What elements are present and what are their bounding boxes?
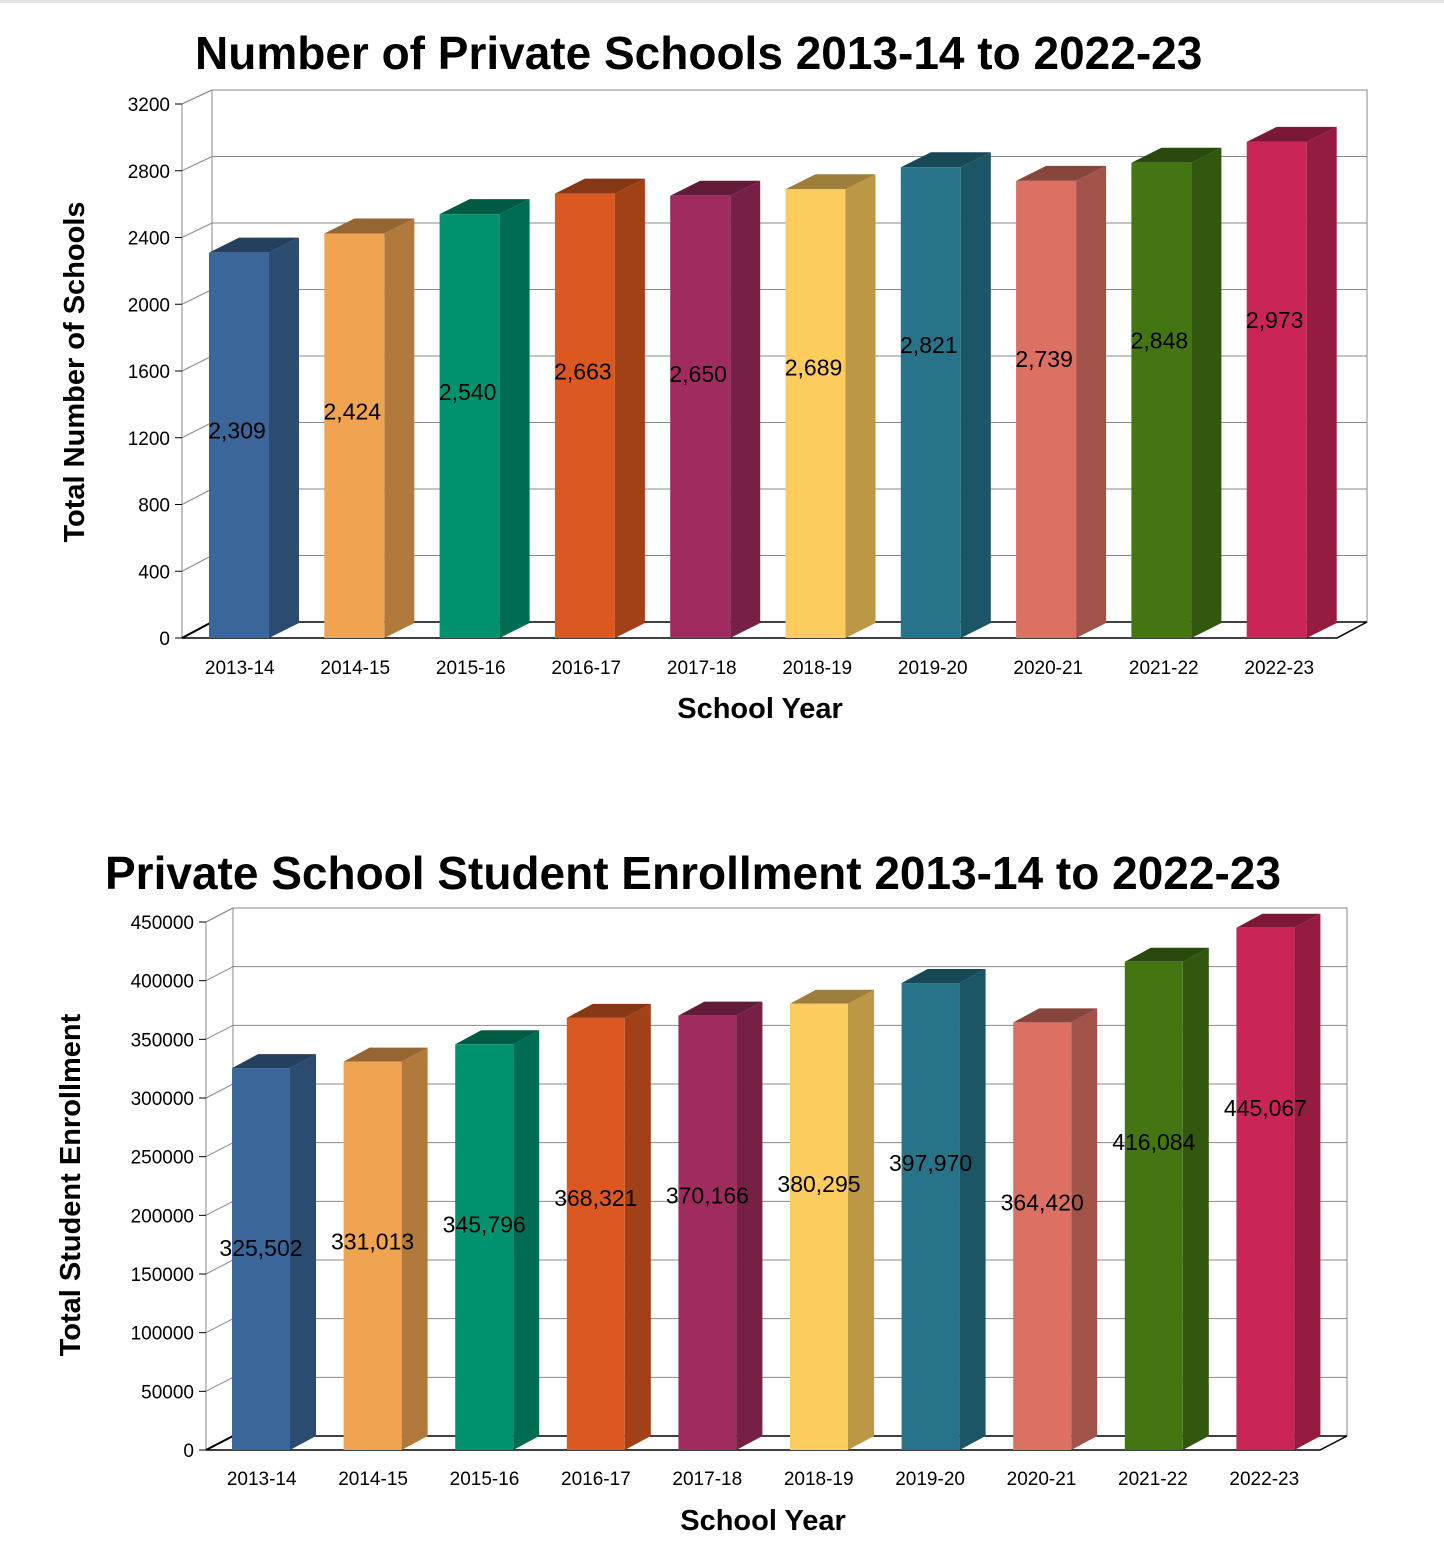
gridline-side [182, 356, 212, 371]
bar-2022-23 [1247, 127, 1337, 638]
data-label: 2,689 [784, 354, 843, 381]
bar-side [846, 174, 876, 638]
schools-chart [0, 0, 1444, 750]
gridline-side [206, 1201, 233, 1215]
x-tick-label: 2020-21 [1013, 658, 1084, 679]
bar-2016-17 [567, 1004, 651, 1450]
bar-side [960, 969, 986, 1450]
bar-front [1247, 142, 1307, 638]
data-label: 2,663 [554, 358, 612, 385]
bar-side [513, 1030, 539, 1450]
gridline-side [182, 290, 212, 305]
bar-2020-21 [1016, 166, 1106, 638]
bar-side [848, 990, 874, 1450]
data-label: 325,502 [219, 1235, 303, 1262]
y-tick-label: 350000 [130, 1030, 194, 1052]
data-label: 2,309 [208, 417, 266, 444]
x-tick-label: 2019-20 [895, 1469, 965, 1490]
gridline-side [182, 223, 212, 238]
y-tick-label: 250000 [130, 1147, 194, 1169]
bar-2020-21 [1013, 1008, 1097, 1450]
data-label: 445,067 [1223, 1094, 1307, 1121]
bar-2017-18 [670, 181, 760, 638]
gridline-side [206, 1319, 233, 1333]
bar-side [736, 1002, 762, 1450]
data-label: 2,540 [438, 379, 497, 406]
schools-chart-plot [0, 0, 1444, 750]
bar-2021-22 [1131, 148, 1221, 638]
bar-front [786, 189, 846, 638]
bar-front [670, 196, 730, 638]
bar-side [384, 218, 414, 638]
gridline-side [206, 1377, 233, 1391]
x-tick-label: 2014-15 [338, 1469, 408, 1490]
bar-front [678, 1016, 736, 1450]
y-tick-label: 3200 [127, 95, 170, 116]
bar-front [902, 983, 960, 1450]
bar-2014-15 [324, 218, 414, 638]
data-label: 2,739 [1015, 345, 1073, 372]
x-tick-label: 2022-23 [1244, 658, 1315, 679]
bar-2022-23 [1236, 914, 1320, 1450]
bar-2019-20 [901, 152, 991, 638]
bar-side [625, 1004, 651, 1450]
enrollment-chart-plot [0, 830, 1444, 1546]
bar-side [615, 179, 645, 638]
y-tick-label: 200000 [130, 1206, 194, 1228]
bar-front [555, 194, 615, 638]
gridline-side [206, 967, 233, 981]
y-tick-label: 1200 [127, 428, 170, 450]
data-label: 2,848 [1130, 327, 1189, 354]
bar-side [1076, 166, 1106, 638]
y-tick-label: 300000 [130, 1089, 194, 1110]
bar-side [961, 152, 991, 638]
bar-front [209, 253, 269, 638]
chart-title: Number of Private Schools 2013-14 to 2022-23 [195, 27, 1203, 79]
bar-front [1131, 163, 1191, 638]
data-label: 368,321 [554, 1184, 638, 1211]
bar-front [324, 233, 384, 638]
x-tick-label: 2021-22 [1118, 1469, 1188, 1490]
y-tick-label: 450000 [130, 913, 194, 934]
bar-front [1125, 962, 1183, 1450]
y-tick-label: 2800 [127, 161, 170, 183]
bar-side [1307, 127, 1337, 638]
data-label: 380,295 [777, 1170, 861, 1197]
y-tick-label: 400000 [130, 971, 194, 993]
x-axis-title: School Year [680, 1505, 846, 1537]
bar-front [1236, 928, 1294, 1450]
gridline-side [206, 1084, 233, 1098]
bar-2015-16 [455, 1030, 539, 1450]
bar-front [455, 1044, 513, 1450]
data-label: 331,013 [331, 1228, 415, 1255]
bar-front [440, 214, 500, 638]
enrollment-chart [0, 830, 1444, 1546]
data-label: 370,166 [665, 1182, 749, 1209]
data-label: 364,420 [1000, 1189, 1084, 1216]
y-tick-label: 400 [138, 562, 170, 584]
x-tick-label: 2015-16 [435, 658, 506, 679]
data-label: 2,821 [900, 332, 958, 359]
y-axis-title: Total Number of Schools [59, 201, 91, 543]
bar-side [1294, 914, 1320, 1450]
gridline-side [206, 908, 233, 922]
chart-title: Private School Student Enrollment 2013-14 to 2022-23 [105, 847, 1281, 899]
bar-front [790, 1004, 848, 1450]
y-tick-label: 150000 [130, 1265, 194, 1286]
data-label: 345,796 [442, 1211, 526, 1238]
x-tick-label: 2018-19 [783, 1469, 854, 1490]
y-tick-label: 2400 [127, 228, 170, 250]
y-tick-label: 800 [138, 495, 170, 517]
bar-2016-17 [555, 179, 645, 638]
x-tick-label: 2013-14 [226, 1469, 297, 1490]
bar-2021-22 [1125, 948, 1209, 1450]
bar-front [567, 1018, 625, 1450]
x-tick-label: 2014-15 [320, 658, 391, 679]
bar-side [1071, 1008, 1097, 1450]
x-tick-label: 2015-16 [449, 1469, 520, 1490]
x-tick-label: 2022-23 [1229, 1469, 1300, 1490]
bar-2018-19 [786, 174, 876, 638]
x-tick-label: 2021-22 [1128, 658, 1199, 679]
bar-2017-18 [678, 1002, 762, 1450]
bar-front [1013, 1022, 1071, 1450]
gridline-side [182, 90, 212, 104]
y-tick-label: 50000 [141, 1382, 194, 1404]
x-tick-label: 2018-19 [782, 658, 853, 679]
gridline-side [182, 556, 212, 572]
x-tick-label: 2017-18 [666, 658, 737, 679]
x-axis-title: School Year [677, 693, 843, 725]
data-label: 2,650 [669, 360, 727, 387]
x-tick-label: 2019-20 [897, 658, 968, 679]
x-tick-label: 2020-21 [1006, 1469, 1077, 1490]
y-axis-title: Total Student Enrollment [55, 1013, 87, 1357]
gridline-side [182, 157, 212, 171]
x-tick-label: 2017-18 [672, 1469, 743, 1490]
bar-side [1183, 948, 1209, 1450]
y-tick-label: 1600 [127, 362, 170, 383]
gridline-side [206, 1025, 233, 1039]
data-label: 2,424 [323, 398, 382, 425]
data-label: 397,970 [889, 1150, 973, 1177]
bar-2015-16 [440, 199, 530, 638]
bar-front [901, 167, 961, 638]
x-tick-label: 2016-17 [551, 658, 622, 679]
x-tick-label: 2013-14 [204, 658, 275, 679]
data-label: 2,973 [1245, 306, 1304, 333]
data-label: 416,084 [1112, 1128, 1196, 1155]
bar-side [1191, 148, 1221, 638]
y-tick-label: 100000 [130, 1323, 194, 1345]
y-tick-label: 0 [159, 629, 170, 650]
x-tick-label: 2016-17 [561, 1469, 631, 1490]
gridline-side [206, 1260, 233, 1274]
bar-2018-19 [790, 990, 874, 1450]
bar-side [269, 238, 299, 638]
gridline-side [182, 489, 212, 505]
bar-side [500, 199, 530, 638]
bar-2019-20 [902, 969, 986, 1450]
bar-front [344, 1062, 402, 1450]
bar-side [730, 181, 760, 638]
gridline-side [206, 1143, 233, 1157]
y-tick-label: 2000 [127, 295, 170, 317]
bar-front [1016, 181, 1076, 638]
y-tick-label: 0 [183, 1441, 194, 1462]
